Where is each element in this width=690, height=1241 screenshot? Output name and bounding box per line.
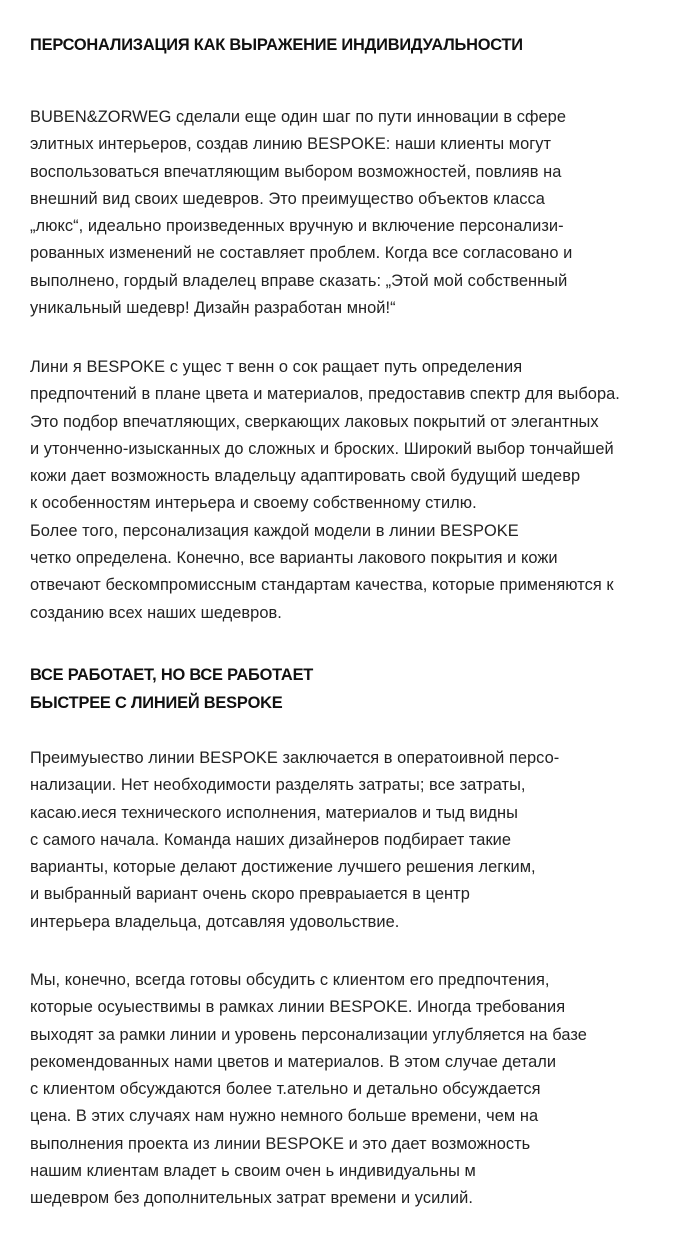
text-line: рекомендованных нами цветов и материалов. В этом случае детали (30, 1052, 557, 1071)
text-line: цена. В этих случаях нам нужно немного больше времени, чем на (30, 1107, 539, 1126)
text-line: созданию всех наших шедевров. (30, 603, 282, 622)
text-line: и утонченно-изысканных до сложных и броских. Широкий выбор тончайшей (30, 439, 614, 458)
text-line: элитных интерьеров, создав линию BESPOKE: наши клиенты могут (30, 135, 552, 154)
subtitle-line: БЫСТРЕЕ С ЛИНИЕЙ BESPOKE (30, 694, 283, 712)
text-line: кожи дает возможность владельцу адаптировать свой будущий шедевр (30, 467, 581, 486)
text-line: BUBEN&ZORWEG сделали еще один шаг по пути инновации в сфере (30, 108, 566, 126)
text-line: касаю.иеся технического исполнения, материалов и тыд видны (30, 803, 518, 822)
text-line: рованных изменений не составляет проблем. Когда все согласовано и (30, 244, 573, 263)
text-line: предпочтений в плане цвета и материалов, предоставив спектр для выбора. (30, 385, 620, 404)
subtitle-line: ВСЕ РАБОТАЕТ, НО ВСЕ РАБОТАЕТ (30, 666, 314, 684)
page-title: ПЕРСОНАЛИЗАЦИЯ КАК ВЫРАЖЕНИЕ ИНДИВИДУАЛЬНОСТИ (30, 36, 523, 54)
paragraph-advantage (30, 745, 680, 936)
text-line: Мы, конечно, всегда готовы обсудить с клиентом его предпочтения, (30, 971, 550, 989)
text-line: Преимуыество линии BESPOKE заключается в оператоивной персо- (30, 749, 560, 767)
paragraph-bespoke-options (30, 354, 680, 627)
text-line: с самого начала. Команда наших дизайнеров подбирает такие (30, 830, 512, 849)
paragraph-discussion (30, 967, 680, 1213)
text-line: воспользоваться впечатляющим выбором возможностей, повлияв на (30, 162, 562, 181)
text-line: нашим клиентам владет ь своим очен ь индивидуальны м (30, 1162, 476, 1181)
text-line: выходят за рамки линии и уровень персонализации углубляется на базе (30, 1025, 587, 1044)
text-line: с клиентом обсуждаются более т.ательно и детально обсуждается (30, 1080, 541, 1099)
text-line: Более того, персонализация каждой модели в линии BESPOKE (30, 521, 519, 540)
text-line: шедевром без дополнительных затрат времени и усилий. (30, 1189, 473, 1208)
text-line: „люкс“, идеально произведенных вручную и включение персонализи- (30, 217, 564, 236)
text-line: к особенностям интерьера и своему собственному стилю. (30, 494, 477, 513)
text-line: выполнено, гордый владелец вправе сказать: „Этой мой собственный (30, 271, 568, 290)
text-line: нализации. Нет необходимости разделять затраты; все затраты, (30, 776, 526, 795)
text-line: отвечают бескомпромиссным стандартам качества, которые применяются к (30, 576, 614, 595)
paragraph-intro (30, 104, 680, 322)
text-line: четко определена. Конечно, все варианты лакового покрытия и кожи (30, 549, 558, 568)
text-line: Это подбор впечатляющих, сверкающих лаковых покрытий от элегантных (30, 412, 599, 431)
text-line: и выбранный вариант очень скоро превраыается в центр (30, 885, 470, 904)
text-line: выполнения проекта из линии BESPOKE и это дает возможность (30, 1134, 531, 1153)
text-line: Лини я BESPOKE с ущес т венн о сок ращает путь определения (30, 358, 523, 376)
text-line: интерьера владельца, дотсавляя удовольствие. (30, 912, 400, 931)
text-line: варианты, которые делают достижение лучшего решения легким, (30, 858, 536, 877)
text-line: которые осуыествимы в рамках линии BESPOKE. Иногда требования (30, 998, 566, 1017)
section-subtitle (30, 661, 313, 717)
text-line: внешний вид своих шедевров. Это преимущество объектов класса (30, 189, 545, 208)
text-line: уникальный шедевр! Дизайн разработан мной!“ (30, 299, 396, 318)
